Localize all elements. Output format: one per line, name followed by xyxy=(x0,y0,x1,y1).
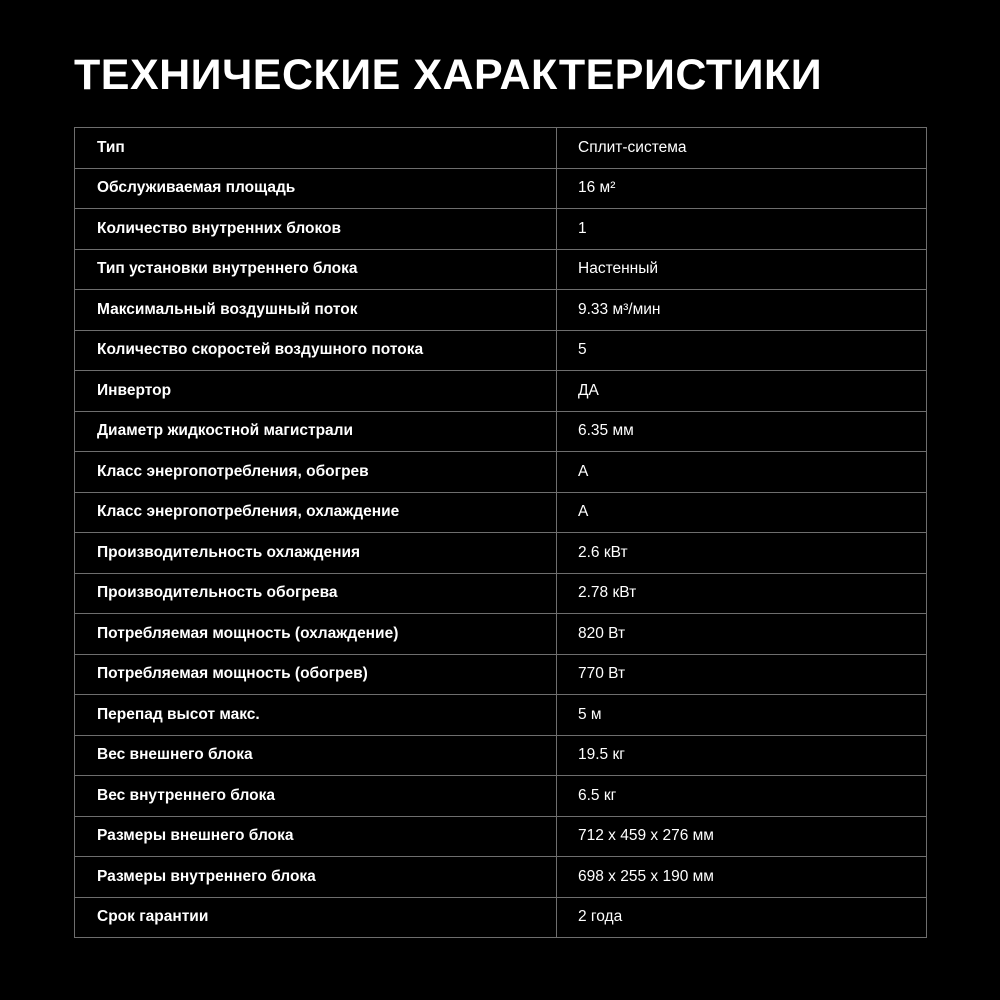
table-row xyxy=(75,776,927,817)
spec-name: Производительность обогрева xyxy=(75,573,557,614)
table-row xyxy=(75,330,927,371)
table-row xyxy=(75,735,927,776)
spec-value: 6.5 кг xyxy=(557,776,927,817)
table-row xyxy=(75,816,927,857)
specifications-table xyxy=(74,127,927,938)
table-row xyxy=(75,614,927,655)
spec-name: Вес внутреннего блока xyxy=(75,776,557,817)
table-row xyxy=(75,168,927,209)
table-row xyxy=(75,897,927,938)
spec-value: 5 м xyxy=(557,695,927,736)
table-row xyxy=(75,452,927,493)
spec-value: 770 Вт xyxy=(557,654,927,695)
table-row xyxy=(75,209,927,250)
spec-name: Вес внешнего блока xyxy=(75,735,557,776)
spec-value: 6.35 мм xyxy=(557,411,927,452)
spec-name: Тип установки внутреннего блока xyxy=(75,249,557,290)
spec-name: Максимальный воздушный поток xyxy=(75,290,557,331)
spec-value: Сплит-система xyxy=(557,128,927,169)
table-row xyxy=(75,654,927,695)
spec-name: Обслуживаемая площадь xyxy=(75,168,557,209)
spec-value: Настенный xyxy=(557,249,927,290)
spec-name: Перепад высот макс. xyxy=(75,695,557,736)
spec-value: 712 x 459 x 276 мм xyxy=(557,816,927,857)
spec-name: Инвертор xyxy=(75,371,557,412)
table-row xyxy=(75,371,927,412)
spec-value: 16 м² xyxy=(557,168,927,209)
spec-name: Класс энергопотребления, охлаждение xyxy=(75,492,557,533)
specifications-table-body xyxy=(75,128,927,938)
spec-name: Потребляемая мощность (охлаждение) xyxy=(75,614,557,655)
table-row xyxy=(75,573,927,614)
table-row xyxy=(75,249,927,290)
spec-value: 19.5 кг xyxy=(557,735,927,776)
table-row xyxy=(75,290,927,331)
spec-value: 2 года xyxy=(557,897,927,938)
spec-name: Класс энергопотребления, обогрев xyxy=(75,452,557,493)
spec-name: Тип xyxy=(75,128,557,169)
spec-value: A xyxy=(557,452,927,493)
spec-name: Размеры внутреннего блока xyxy=(75,857,557,898)
table-row xyxy=(75,533,927,574)
table-row xyxy=(75,695,927,736)
spec-name: Размеры внешнего блока xyxy=(75,816,557,857)
table-row xyxy=(75,857,927,898)
spec-name: Производительность охлаждения xyxy=(75,533,557,574)
spec-value: 820 Вт xyxy=(557,614,927,655)
spec-value: 2.78 кВт xyxy=(557,573,927,614)
spec-value: ДА xyxy=(557,371,927,412)
spec-name: Диаметр жидкостной магистрали xyxy=(75,411,557,452)
spec-value: 2.6 кВт xyxy=(557,533,927,574)
spec-name: Потребляемая мощность (обогрев) xyxy=(75,654,557,695)
spec-value: 698 x 255 x 190 мм xyxy=(557,857,927,898)
spec-name: Количество скоростей воздушного потока xyxy=(75,330,557,371)
spec-name: Количество внутренних блоков xyxy=(75,209,557,250)
page-title: ТЕХНИЧЕСКИЕ ХАРАКТЕРИСТИКИ xyxy=(74,51,823,99)
table-row xyxy=(75,128,927,169)
spec-value: 1 xyxy=(557,209,927,250)
spec-value: 9.33 м³/мин xyxy=(557,290,927,331)
table-row xyxy=(75,411,927,452)
spec-value: A xyxy=(557,492,927,533)
spec-value: 5 xyxy=(557,330,927,371)
table-row xyxy=(75,492,927,533)
spec-name: Срок гарантии xyxy=(75,897,557,938)
